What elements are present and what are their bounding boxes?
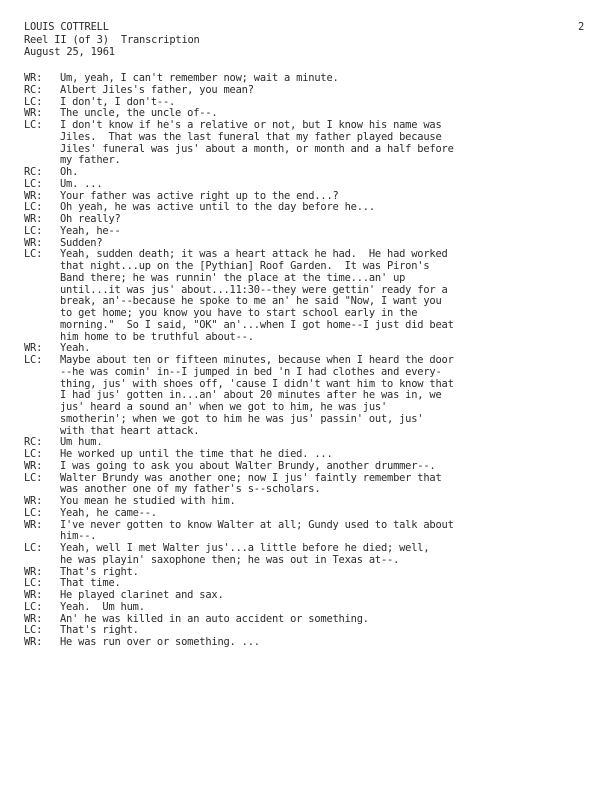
dialogue-entry [24,520,594,544]
dialogue-text [60,97,594,109]
dialogue-entry [24,108,594,120]
dialogue-entry [24,191,594,203]
dialogue-text [60,508,594,520]
dialogue-entry [24,97,594,109]
dialogue-line: he was playin' saxophone then; he was out in Texas at--. [60,554,400,566]
dialogue-text [60,167,594,179]
speaker-label: LC: [24,201,43,214]
dialogue-text [60,637,594,649]
dialogue-entry [24,226,594,238]
dialogue-text [60,191,594,203]
dialogue-line: Jiles' funeral was jus' about a month, or month and a half before [60,143,454,155]
dialogue-text [60,473,594,497]
dialogue-line: my father. [60,155,121,167]
dialogue-entry [24,473,594,497]
dialogue-text [60,578,594,590]
dialogue-line: He worked up until the time that he died. ... [60,449,333,460]
dialogue-entry [24,214,594,226]
dialogue-line: Yeah. [60,343,91,355]
dialogue-entry [24,496,594,508]
speaker-label: WR: [24,342,43,355]
dialogue-text [60,543,594,567]
dialogue-line: Jiles. That was the last funeral that my father played because [60,131,442,143]
speaker-label: WR: [24,72,43,84]
dialogue-line: I don't know if he's a relative or not, but I know his name was [60,120,442,131]
dialogue-text [60,179,594,191]
dialogue-text [60,496,594,508]
dialogue-entry [24,238,594,250]
dialogue-line: You mean he studied with him. [60,496,236,507]
dialogue-entry [24,543,594,567]
dialogue-line: Your father was active right up to the end...? [60,190,339,202]
dialogue-text [60,590,594,602]
dialogue-line: Oh. [60,167,79,178]
dialogue-text [60,602,594,614]
dialogue-line: break, an'--because he spoke to me an' he said "Now, I want you [60,296,442,308]
dialogue-line: smotherin'; when we got to him he was jus' passin' out, jus' [60,413,424,425]
speaker-label: RC: [24,83,43,96]
dialogue-entry [24,625,594,637]
dialogue-entry [24,508,594,520]
dialogue-entry [24,179,594,191]
speaker-label: WR: [24,612,43,625]
dialogue-text [60,214,594,226]
dialogue-text [60,625,594,637]
speaker-label: LC: [24,354,43,366]
dialogue-line: Sudden? [60,237,103,249]
dialogue-line: Band there; he was runnin' the place at the time...an' up [60,272,406,284]
dialogue-line: That's right. [60,625,139,637]
speaker-label: LC: [24,471,43,484]
dialogue-line: jus' heard a sound an' when we got to him, he was jus' [60,402,388,413]
dialogue-line: that night...up on the [Pythian] Roof Garden. It was Piron's [60,261,430,272]
dialogue-line: Um. ... [60,178,103,190]
speaker-label: WR: [24,213,43,225]
dialogue-line: Albert Jiles's father, you mean? [60,84,254,96]
interviewee-name: LOUIS COTTRELL [24,21,109,33]
dialogue-line: him--. [60,531,97,543]
dialogue-entry [24,614,594,626]
dialogue-entry [24,461,594,473]
speaker-label: LC: [24,506,43,519]
dialogue-line: Oh really? [60,214,121,225]
dialogue-line: Um, yeah, I can't remember now; wait a minute. [60,73,339,84]
dialogue-line: Walter Brundy was another one; now I jus' faintly remember that [60,472,442,484]
speaker-label: WR: [24,565,43,578]
dialogue-line: That's right. [60,566,139,578]
dialogue-text [60,449,594,461]
dialogue-line: An' he was killed in an auto accident or something. [60,613,369,625]
speaker-label: LC: [24,119,43,131]
dialogue-text [60,343,594,355]
dialogue-entry [24,249,594,343]
dialogue-line: The uncle, the uncle of--. [60,108,218,120]
speaker-label: RC: [24,166,43,178]
dialogue-line: I had jus' gotten in...an' about 20 minutes after he was in, we [60,390,442,402]
speaker-label: LC: [24,248,43,261]
dialogue-text [60,437,594,449]
dialogue-text [60,226,594,238]
speaker-label: WR: [24,636,43,648]
speaker-label: LC: [24,577,43,590]
dialogue-line: That time. [60,578,121,590]
dialogue-line: morning." So I said, "OK" an'...when I got home--I just did beat [60,319,454,331]
speaker-label: LC: [24,600,43,613]
dialogue-entry [24,590,594,602]
reel-info: Reel II (of 3) Transcription [24,33,200,46]
dialogue-line: Oh yeah, he was active until to the day before he... [60,202,375,214]
dialogue-line: Yeah, well I met Walter jus'...a little before he died; well, [60,543,430,554]
dialogue-line: Um hum. [60,437,103,449]
dialogue-line: I've never gotten to know Walter at all; Gundy used to talk about [60,519,454,531]
speaker-label: LC: [24,542,43,554]
dialogue-text [60,120,594,167]
dialogue-line: thing, jus' with shoes off, 'cause I didn't want him to know that [60,378,454,390]
dialogue-line: I was going to ask you about Walter Brundy, another drummer--. [60,460,436,472]
dialogue-line: Yeah. Um hum. [60,601,145,613]
transcript-body [24,73,594,649]
dialogue-line: with that heart attack. [60,425,200,437]
speaker-label: LC: [24,177,43,190]
speaker-label: LC: [24,448,43,460]
dialogue-entry [24,602,594,614]
dialogue-text [60,85,594,97]
speaker-label: WR: [24,589,43,601]
page-number: 2 [577,21,584,33]
dialogue-text [60,202,594,214]
dialogue-text [60,108,594,120]
speaker-label: WR: [24,189,43,202]
dialogue-entry [24,355,594,437]
dialogue-line: was another one of my father's s--scholars. [60,484,321,496]
dialogue-line: until...it was jus' about...11:30--they were gettin' ready for a [60,284,448,296]
speaker-label: WR: [24,495,43,507]
dialogue-line: Maybe about ten or fifteen minutes, because when I heard the door [60,355,454,366]
speaker-label: WR: [24,459,43,472]
dialogue-line: Yeah, sudden death; it was a heart attack he had. He had worked [60,249,448,261]
speaker-label: RC: [24,436,43,449]
dialogue-line: Yeah, he-- [60,225,121,237]
dialogue-entry [24,449,594,461]
dialogue-entry [24,343,594,355]
interview-date: August 25, 1961 [24,46,115,58]
dialogue-entry [24,202,594,214]
dialogue-entry [24,73,594,85]
dialogue-line: Yeah, he came--. [60,507,157,519]
speaker-label: LC: [24,95,43,108]
dialogue-text [60,461,594,473]
speaker-label: WR: [24,107,43,120]
dialogue-entry [24,578,594,590]
dialogue-entry [24,85,594,97]
speaker-label: LC: [24,624,43,637]
speaker-label: WR: [24,518,43,531]
dialogue-line: I don't, I don't--. [60,96,176,108]
dialogue-text [60,567,594,579]
dialogue-text [60,355,594,437]
dialogue-line: He was run over or something. ... [60,637,260,648]
dialogue-line: --he was comin' in--I jumped in bed 'n I had clothes and every- [60,366,442,378]
dialogue-text [60,249,594,343]
dialogue-entry [24,637,594,649]
dialogue-line: him home to be truthful about--. [60,331,254,343]
dialogue-entry [24,437,594,449]
dialogue-line: He played clarinet and sax. [60,590,224,601]
dialogue-text [60,520,594,544]
page-header [24,21,584,59]
speaker-label: WR: [24,236,43,249]
dialogue-entry [24,567,594,579]
dialogue-text [60,238,594,250]
dialogue-text [60,614,594,626]
dialogue-entry [24,167,594,179]
dialogue-line: to get home; you know you have to start school early in the [60,308,418,319]
dialogue-text [60,73,594,85]
dialogue-entry [24,120,594,167]
speaker-label: LC: [24,224,43,237]
